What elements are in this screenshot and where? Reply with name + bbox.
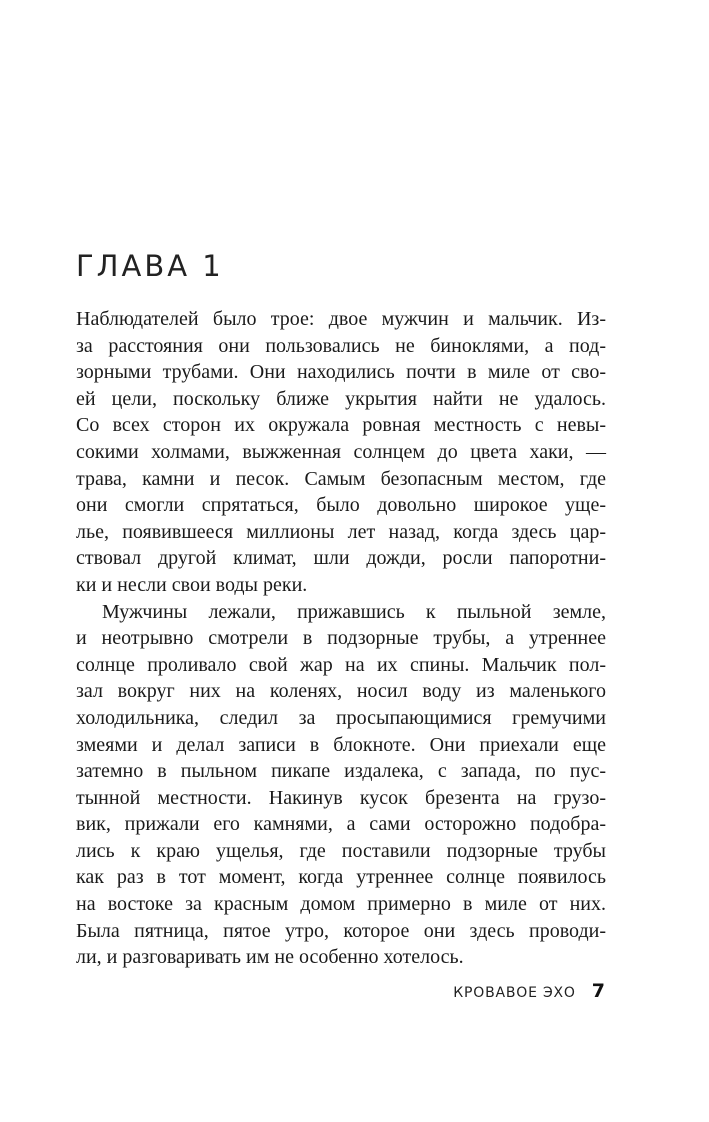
- text-line: Была пятница, пятое утро, которое они здесь проводи-: [76, 919, 606, 942]
- text-line: и неотрывно смотрели в подзорные трубы, а утреннее: [76, 627, 606, 650]
- text-line: солнце проливало свой жар на их спины. Мальчик пол-: [76, 653, 606, 676]
- text-line: змеями и делал записи в блокноте. Они приехали еще: [76, 733, 606, 756]
- text-line: затемно в пыльном пикапе издалека, с запада, по пус-: [76, 760, 606, 783]
- text-line: тынной местности. Накинув кусок брезента на грузо-: [76, 786, 606, 809]
- text-line: за расстояния они пользовались не биноклями, а под-: [76, 334, 606, 357]
- text-line: холодильника, следил за просыпающимися гремучими: [76, 706, 606, 729]
- page-footer: [453, 980, 605, 1002]
- text-line: Мужчины лежали, прижавшись к пыльной земле,: [102, 600, 606, 623]
- chapter-title: ГЛАВА 1: [76, 249, 224, 283]
- text-line: они смогли спрятаться, было довольно широкое уще-: [76, 494, 606, 517]
- text-line: ли, и разговаривать им не особенно хотелось.: [76, 946, 464, 969]
- paragraph-2: [76, 599, 606, 971]
- text-line: зорными трубами. Они находились почти в миле от сво-: [76, 361, 606, 384]
- text-line: Со всех сторон их окружала ровная местность с невы-: [76, 414, 606, 437]
- text-line: зал вокруг них на коленях, носил воду из маленького: [76, 680, 606, 703]
- text-line: на востоке за красным домом примерно в миле от них.: [76, 893, 606, 916]
- text-line: лись к краю ущелья, где поставили подзорные трубы: [76, 839, 606, 862]
- text-line: ствовал другой климат, шли дожди, росли папоротни-: [76, 547, 606, 570]
- text-line: Наблюдателей было трое: двое мужчин и мальчик. Из-: [76, 308, 606, 330]
- chapter-body: [76, 306, 606, 971]
- text-line: ки и несли свои воды реки.: [76, 573, 308, 596]
- text-line: вик, прижали его камнями, а сами осторожно подобра-: [76, 813, 606, 836]
- running-title: КРОВАВОЕ ЭХО: [453, 985, 576, 1001]
- text-line: лье, появившееся миллионы лет назад, когда здесь цар-: [76, 520, 606, 543]
- text-line: трава, камни и песок. Самым безопасным местом, где: [76, 467, 606, 490]
- text-line: ей цели, поскольку ближе укрытия найти не удалось.: [76, 387, 606, 410]
- text-line: как раз в тот момент, когда утреннее солнце появилось: [76, 866, 606, 889]
- page-number: 7: [591, 980, 605, 1002]
- paragraph-1: [76, 306, 606, 599]
- text-line: сокими холмами, выжженная солнцем до цвета хаки, —: [76, 440, 606, 463]
